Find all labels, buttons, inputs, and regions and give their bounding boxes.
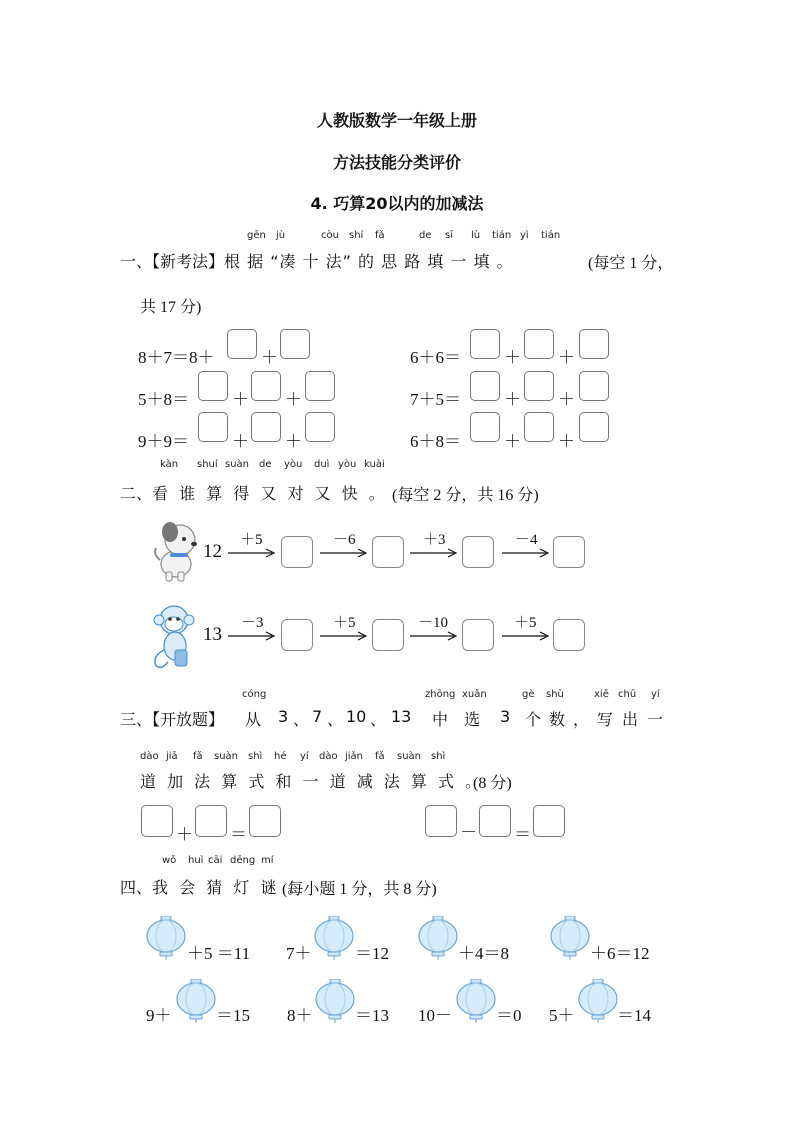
q1-heading xyxy=(120,249,514,272)
answer-box[interactable] xyxy=(524,412,554,442)
q1-eq-left-1: 8＋7＝8＋ xyxy=(138,348,215,367)
plus-sign: ＋ xyxy=(558,348,575,367)
answer-box[interactable] xyxy=(372,536,404,568)
q3-prefix: 三、【开放题】 xyxy=(120,710,225,729)
op-label: ＋3 xyxy=(423,532,446,548)
lantern-icon xyxy=(578,979,618,1023)
answer-box[interactable] xyxy=(553,536,585,568)
lesson-title: 4. 巧算20以内的加减法 xyxy=(310,194,484,213)
q3-pinyin-1: cóng zhōng xuǎn gè shù xiě chū yí xyxy=(242,689,660,700)
riddle-equation: 8＋ xyxy=(287,1006,313,1025)
lantern-icon xyxy=(418,916,458,960)
q3-instruction-line2: 道 加 法 算 式 和 一 道 减 法 算 式 。 xyxy=(140,772,485,791)
answer-box[interactable] xyxy=(462,619,494,651)
chain1-start: 12 xyxy=(203,541,222,562)
op-label: －10 xyxy=(418,615,449,631)
plus-sign: ＋ xyxy=(232,432,249,451)
monkey-icon xyxy=(148,600,200,670)
op-label: －4 xyxy=(515,532,538,548)
riddle-equation: ＝0 xyxy=(496,1006,522,1025)
answer-box[interactable] xyxy=(281,619,313,651)
riddle-equation: 10－ xyxy=(418,1006,452,1025)
riddle-equation: ＋4＝8 xyxy=(458,944,509,963)
answer-box[interactable] xyxy=(524,329,554,359)
answer-box[interactable] xyxy=(425,805,457,837)
op-label: ＋5 xyxy=(514,615,537,631)
lantern-icon xyxy=(550,916,590,960)
answer-box[interactable] xyxy=(479,805,511,837)
plus-sign: ＋ xyxy=(285,390,302,409)
arrow-icon xyxy=(502,548,550,558)
answer-box[interactable] xyxy=(470,371,500,401)
q4-heading xyxy=(120,875,306,898)
q1-eq-right-2: 7＋5＝ xyxy=(410,390,461,409)
plus-sign: ＋ xyxy=(558,390,575,409)
op-label: －6 xyxy=(333,532,356,548)
riddle-equation: ＋6＝12 xyxy=(590,944,650,963)
q2-heading xyxy=(120,481,388,504)
plus-sign: ＋ xyxy=(232,390,249,409)
answer-box[interactable] xyxy=(305,371,335,401)
q3-instruction-line1: 从 3 、 7 、 10 、 13 中 选 3 个 数 ， 写 出 一 xyxy=(245,707,664,729)
riddle-equation: 5＋ xyxy=(549,1006,575,1025)
book-title: 人教版数学一年级上册 xyxy=(316,111,477,130)
op-label: ＋5 xyxy=(240,532,263,548)
q1-score-note: (每空 1 分， xyxy=(588,255,674,272)
arrow-icon xyxy=(410,548,458,558)
answer-box[interactable] xyxy=(470,329,500,359)
q1-instruction: 根 据 “凑 十 法” 的 思 路 填 一 填 。 xyxy=(224,252,514,271)
answer-box[interactable] xyxy=(198,412,228,442)
riddle-equation: ＋5 ＝11 xyxy=(187,944,251,963)
section-title: 方法技能分类评价 xyxy=(332,153,461,172)
riddle-equation: ＝15 xyxy=(216,1006,250,1025)
plus-sign: ＋ xyxy=(261,348,278,367)
op-label: －3 xyxy=(241,615,264,631)
answer-box[interactable] xyxy=(281,536,313,568)
lantern-icon xyxy=(314,916,354,960)
answer-box[interactable] xyxy=(141,805,173,837)
answer-box[interactable] xyxy=(579,371,609,401)
lantern-icon xyxy=(456,979,496,1023)
plus-sign: ＋ xyxy=(558,432,575,451)
arrow-icon xyxy=(320,631,368,641)
answer-box[interactable] xyxy=(198,371,228,401)
answer-box[interactable] xyxy=(372,619,404,651)
q2-prefix: 二、 xyxy=(120,484,153,503)
answer-box[interactable] xyxy=(579,329,609,359)
riddle-equation: 9＋ xyxy=(146,1006,172,1025)
q2-instruction: 看 谁 算 得 又 对 又 快 。 xyxy=(152,484,388,503)
answer-box[interactable] xyxy=(227,329,257,359)
answer-box[interactable] xyxy=(553,619,585,651)
lantern-icon xyxy=(315,979,355,1023)
op-label: ＋5 xyxy=(333,615,356,631)
q4-prefix: 四、 xyxy=(120,878,153,897)
answer-box[interactable] xyxy=(579,412,609,442)
dog-icon xyxy=(150,520,202,582)
riddle-equation: ＝12 xyxy=(355,944,389,963)
equals-sign: ＝ xyxy=(514,825,531,844)
q4-score-note: (每小题 1 分，共 8 分) xyxy=(282,881,437,898)
q1-eq-right-1: 6＋6＝ xyxy=(410,348,461,367)
q4-instruction: 我 会 猜 灯 谜 。 xyxy=(152,878,307,897)
riddle-equation: ＝14 xyxy=(617,1006,651,1025)
answer-box[interactable] xyxy=(533,805,565,837)
arrow-icon xyxy=(320,548,368,558)
arrow-icon xyxy=(228,631,276,641)
q1-eq-left-3: 9＋9＝ xyxy=(138,432,189,451)
q1-score-total: 共 17 分) xyxy=(140,299,202,316)
riddle-equation: ＝13 xyxy=(355,1006,389,1025)
q2-score-note: (每空 2 分，共 16 分) xyxy=(392,487,539,504)
minus-sign: － xyxy=(460,823,477,842)
answer-box[interactable] xyxy=(462,536,494,568)
plus-sign: ＋ xyxy=(176,825,193,844)
q3-score-note: (8 分) xyxy=(473,775,512,792)
arrow-icon xyxy=(502,631,550,641)
riddle-equation: 7＋ xyxy=(286,944,312,963)
answer-box[interactable] xyxy=(249,805,281,837)
arrow-icon xyxy=(228,548,276,558)
q1-prefix: 一、【新考法】 xyxy=(120,252,225,271)
equals-sign: ＝ xyxy=(230,825,247,844)
plus-sign: ＋ xyxy=(504,390,521,409)
answer-box[interactable] xyxy=(195,805,227,837)
arrow-icon xyxy=(410,631,458,641)
answer-box[interactable] xyxy=(470,412,500,442)
answer-box[interactable] xyxy=(251,412,281,442)
answer-box[interactable] xyxy=(280,329,310,359)
plus-sign: ＋ xyxy=(285,432,302,451)
q3-pinyin-2: dào jiā fǎ suàn shì hé yí dào jiǎn fǎ suàn shì xyxy=(140,751,446,762)
q1-eq-left-2: 5＋8＝ xyxy=(138,390,189,409)
answer-box[interactable] xyxy=(524,371,554,401)
q1-eq-right-3: 6＋8＝ xyxy=(410,432,461,451)
answer-box[interactable] xyxy=(251,371,281,401)
plus-sign: ＋ xyxy=(504,432,521,451)
lantern-icon xyxy=(146,916,186,960)
answer-box[interactable] xyxy=(305,412,335,442)
lantern-icon xyxy=(176,979,216,1023)
plus-sign: ＋ xyxy=(504,348,521,367)
chain2-start: 13 xyxy=(203,624,222,645)
